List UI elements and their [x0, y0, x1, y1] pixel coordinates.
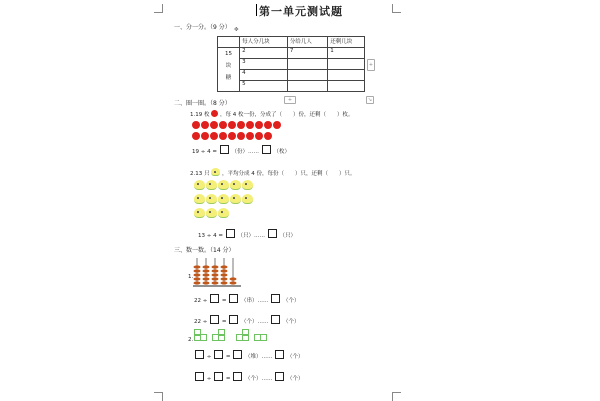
table-cell[interactable]	[287, 70, 327, 81]
red-dot	[192, 132, 200, 140]
answer-box[interactable]	[271, 294, 280, 303]
section2-heading: 二、圈一圈。（8 分）	[174, 100, 231, 107]
table-header: 分给几人	[287, 37, 327, 48]
green-square	[200, 334, 207, 341]
question-3-1-equation-1	[194, 294, 300, 304]
red-dot	[201, 121, 209, 129]
equation-equals: =	[225, 376, 231, 382]
equation-mid: （只）……	[237, 233, 265, 239]
question-2-2-equation	[198, 229, 296, 239]
side-label-char: 15	[225, 51, 233, 57]
table-header: 还剩几块	[328, 37, 365, 48]
table-cell[interactable]: 7	[287, 48, 327, 59]
answer-box[interactable]	[275, 350, 284, 359]
red-dot	[210, 132, 218, 140]
chick	[230, 194, 241, 204]
chick	[194, 194, 205, 204]
chick	[206, 208, 217, 218]
red-dot	[237, 132, 245, 140]
green-square	[218, 329, 225, 336]
red-dot	[264, 132, 272, 140]
red-dot	[201, 132, 209, 140]
table-cell[interactable]	[328, 70, 365, 81]
red-dot	[219, 132, 227, 140]
equation-mid: （份）……	[231, 149, 259, 155]
chick	[230, 180, 241, 190]
question-2-1-text-a: 1.19 枚	[190, 112, 210, 118]
green-square	[194, 329, 201, 336]
chick	[218, 208, 229, 218]
red-dot	[228, 121, 236, 129]
equation-left: 19 ÷ 4 =	[192, 149, 217, 155]
table-cell[interactable]: 3	[240, 59, 288, 70]
equation-equals: =	[225, 354, 231, 360]
table-corner-cell	[218, 37, 240, 48]
red-dot	[273, 121, 281, 129]
chick	[242, 180, 253, 190]
red-dot	[264, 121, 272, 129]
red-dot	[246, 132, 254, 140]
equation-right: （个）	[282, 319, 300, 325]
table-cell[interactable]: 4	[240, 70, 288, 81]
red-dot-group	[192, 121, 282, 143]
equation-left: 22 ÷	[194, 298, 208, 304]
equation-mid: （个）……	[240, 319, 269, 325]
chick	[218, 194, 229, 204]
equation-right: （只）	[279, 233, 296, 239]
red-dot	[210, 121, 218, 129]
table-cell[interactable]	[328, 59, 365, 70]
red-dot	[192, 121, 200, 129]
answer-box[interactable]	[210, 294, 219, 303]
equation-right: （枚）	[273, 149, 290, 155]
abacus-beads-image	[193, 256, 245, 288]
question-2-2-text-b: ，平均分成 4 份，每份（ ）只，还剩（ ）只。	[222, 171, 356, 177]
green-square	[242, 329, 249, 336]
answer-box[interactable]	[195, 372, 204, 381]
side-label-char: 块	[225, 63, 232, 69]
table-cell[interactable]: 1	[328, 48, 365, 59]
question-3-2-equation-2	[194, 372, 304, 382]
question-2-1-text	[190, 110, 354, 118]
answer-box[interactable]	[268, 229, 277, 238]
equation-operator: ÷	[206, 354, 212, 360]
add-row-handle-icon[interactable]: +	[284, 96, 296, 104]
equation-right: （个）	[286, 354, 304, 360]
question-2-1-text-b: ，每 4 枚一份，分成了（ ）份，还剩（ ）枚。	[220, 112, 354, 118]
answer-box[interactable]	[229, 315, 238, 324]
candy-table[interactable]	[217, 36, 365, 92]
table-resize-handle-icon[interactable]: ↘	[367, 97, 373, 103]
chick	[194, 180, 205, 190]
green-square	[260, 334, 267, 341]
page-corner-mark-top-left	[154, 4, 163, 13]
add-column-handle-icon[interactable]: +	[367, 59, 375, 71]
equation-mid: （串）……	[240, 298, 269, 304]
chick	[194, 208, 205, 218]
table-side-label	[218, 48, 240, 92]
answer-box[interactable]	[214, 350, 223, 359]
question-3-1-equation-2	[194, 315, 300, 325]
table-move-handle-icon[interactable]: ✥	[234, 27, 239, 33]
question-3-1-label: 1.	[188, 274, 194, 280]
side-label-char: 糖	[225, 75, 232, 81]
red-dot	[255, 121, 263, 129]
page-corner-mark-top-right	[392, 4, 401, 13]
red-dot	[237, 121, 245, 129]
table-cell[interactable]: 5	[240, 81, 288, 92]
equation-equals: =	[221, 319, 227, 325]
answer-box[interactable]	[271, 315, 280, 324]
chick	[242, 194, 253, 204]
equation-mid: （堆）……	[244, 354, 273, 360]
question-2-2-text	[190, 168, 356, 177]
chick-group	[194, 180, 264, 224]
section1-heading: 一、分一分。（9 分）	[174, 24, 231, 31]
equation-equals: =	[221, 298, 227, 304]
red-dot-icon	[211, 110, 218, 117]
red-dot	[228, 132, 236, 140]
chick	[206, 194, 217, 204]
equation-right: （个）	[282, 298, 300, 304]
equation-left: 22 ÷	[194, 319, 208, 325]
red-dot	[255, 132, 263, 140]
answer-box[interactable]	[195, 350, 204, 359]
answer-box[interactable]	[275, 372, 284, 381]
section3-heading: 三、数一数。（14 分）	[174, 247, 235, 254]
chick	[206, 180, 217, 190]
answer-box[interactable]	[226, 229, 235, 238]
equation-right: （个）	[286, 376, 304, 382]
table-cell[interactable]: 2	[240, 48, 288, 59]
answer-box[interactable]	[229, 294, 238, 303]
question-3-2-equation-1	[194, 350, 304, 360]
text-cursor	[256, 4, 257, 16]
table-cell[interactable]	[287, 81, 327, 92]
answer-box[interactable]	[220, 145, 229, 154]
page-title[interactable]: 第一单元测试题	[259, 5, 343, 18]
question-3-2-label: 2.	[188, 337, 194, 343]
table-cell[interactable]	[287, 59, 327, 70]
table-cell[interactable]	[328, 81, 365, 92]
answer-box[interactable]	[233, 372, 242, 381]
equation-left: 13 ÷ 4 =	[198, 233, 223, 239]
chick	[218, 180, 229, 190]
answer-box[interactable]	[210, 315, 219, 324]
equation-mid: （个）……	[244, 376, 273, 382]
answer-box[interactable]	[233, 350, 242, 359]
question-2-1-equation	[192, 145, 290, 155]
question-2-2-text-a: 2.13 只	[190, 171, 210, 177]
equation-operator: ÷	[206, 376, 212, 382]
answer-box[interactable]	[262, 145, 271, 154]
chick-icon	[211, 168, 220, 176]
red-dot	[246, 121, 254, 129]
answer-box[interactable]	[214, 372, 223, 381]
table-header: 每人分几块	[240, 37, 288, 48]
red-dot	[219, 121, 227, 129]
green-square-group	[194, 329, 274, 343]
